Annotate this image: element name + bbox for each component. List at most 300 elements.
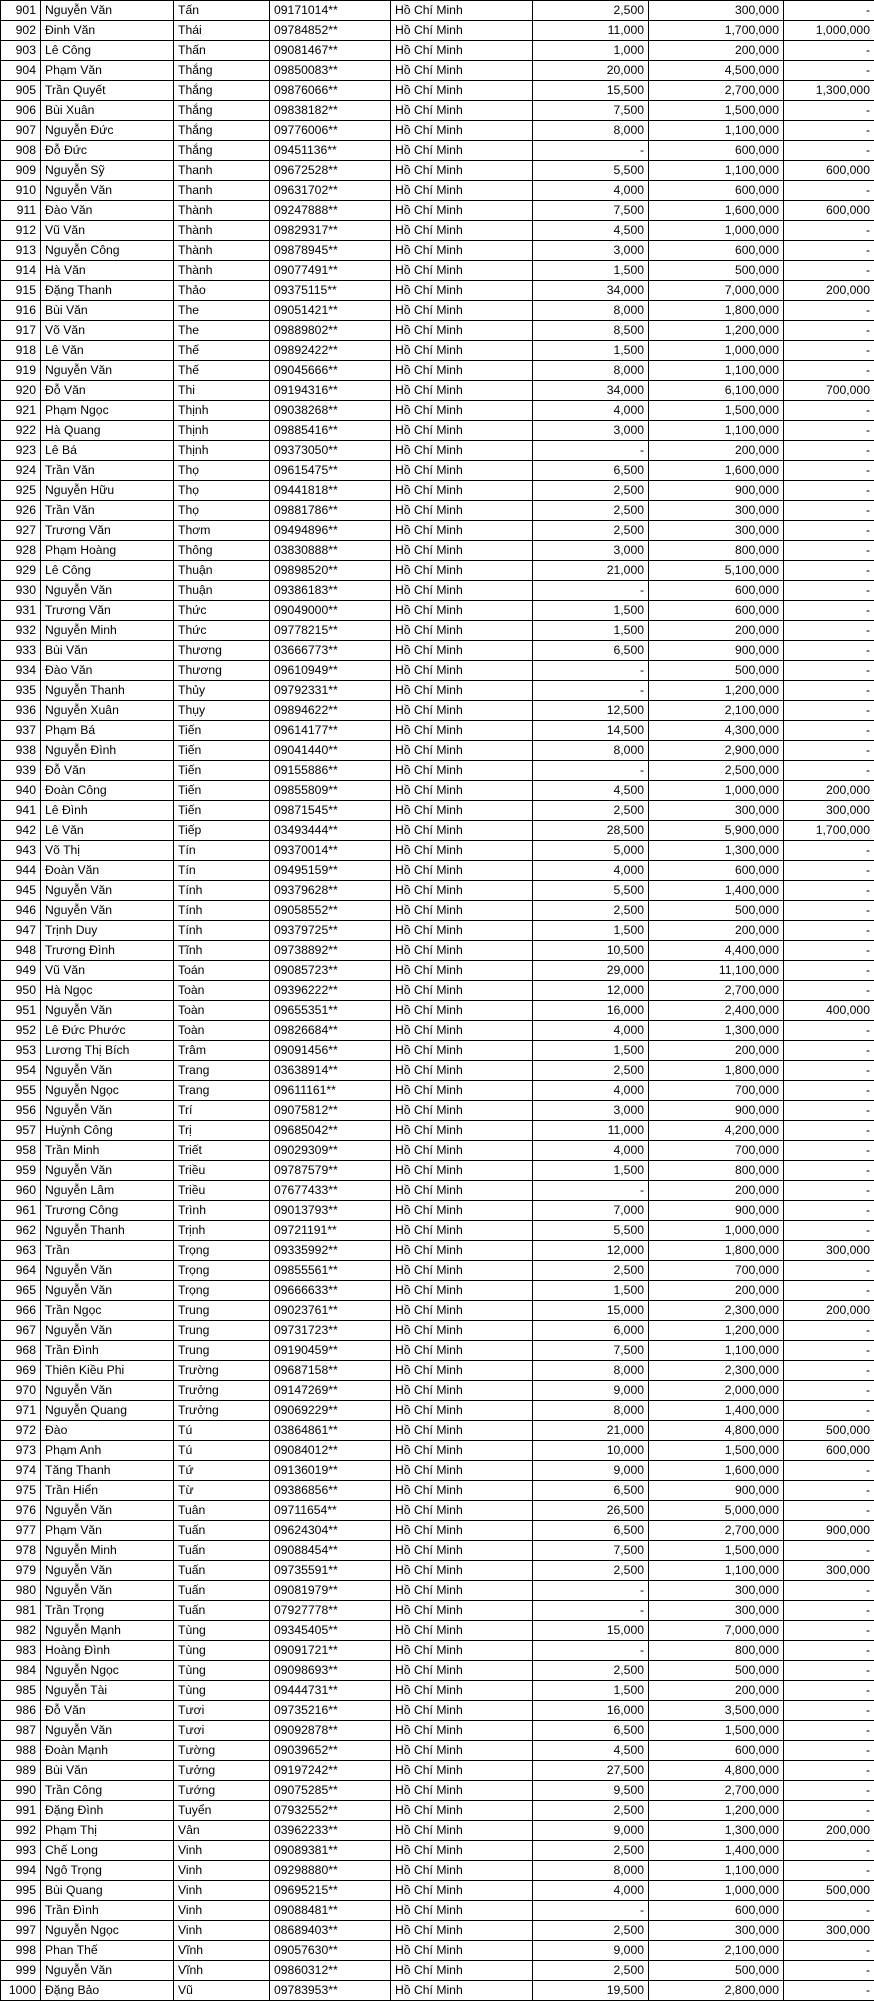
first-name-cell: Tuấn — [174, 1521, 270, 1541]
city-cell: Hồ Chí Minh — [391, 141, 533, 161]
amount-c-cell: - — [784, 981, 874, 1001]
city-cell: Hồ Chí Minh — [391, 101, 533, 121]
amount-b-cell: 200,000 — [649, 1181, 784, 1201]
amount-a-cell: 6,500 — [533, 1721, 649, 1741]
amount-c-cell: - — [784, 1781, 874, 1801]
city-cell: Hồ Chí Minh — [391, 1121, 533, 1141]
table-row — [1, 1561, 874, 1581]
amount-a-cell: - — [533, 1641, 649, 1661]
last-middle-name-cell: Nguyễn Văn — [41, 1721, 174, 1741]
amount-a-cell: - — [533, 761, 649, 781]
amount-c-cell: - — [784, 921, 874, 941]
amount-a-cell: 7,500 — [533, 101, 649, 121]
last-middle-name-cell: Nguyễn Văn — [41, 1381, 174, 1401]
city-cell: Hồ Chí Minh — [391, 981, 533, 1001]
first-name-cell: Thuận — [174, 561, 270, 581]
table-row — [1, 201, 874, 221]
table-row — [1, 1581, 874, 1601]
phone-cell: 09610949** — [270, 661, 391, 681]
first-name-cell: Tùng — [174, 1661, 270, 1681]
city-cell: Hồ Chí Minh — [391, 761, 533, 781]
amount-c-cell: - — [784, 501, 874, 521]
last-middle-name-cell: Lê Công — [41, 41, 174, 61]
phone-cell: 09084012** — [270, 1441, 391, 1461]
last-middle-name-cell: Hoàng Đình — [41, 1641, 174, 1661]
city-cell: Hồ Chí Minh — [391, 421, 533, 441]
last-middle-name-cell: Nguyễn Ngọc — [41, 1081, 174, 1101]
row-number-cell: 990 — [1, 1781, 41, 1801]
amount-a-cell: 4,000 — [533, 401, 649, 421]
first-name-cell: The — [174, 321, 270, 341]
amount-b-cell: 1,400,000 — [649, 1841, 784, 1861]
amount-c-cell: 200,000 — [784, 1301, 874, 1321]
row-number-cell: 997 — [1, 1921, 41, 1941]
amount-c-cell: 500,000 — [784, 1421, 874, 1441]
city-cell: Hồ Chí Minh — [391, 221, 533, 241]
table-row — [1, 1541, 874, 1561]
phone-cell: 09075285** — [270, 1781, 391, 1801]
city-cell: Hồ Chí Minh — [391, 161, 533, 181]
table-row — [1, 1901, 874, 1921]
row-number-cell: 946 — [1, 901, 41, 921]
row-number-cell: 967 — [1, 1321, 41, 1341]
last-middle-name-cell: Phạm Hoàng — [41, 541, 174, 561]
amount-a-cell: 4,000 — [533, 181, 649, 201]
first-name-cell: Thấn — [174, 41, 270, 61]
first-name-cell: Thịnh — [174, 441, 270, 461]
last-middle-name-cell: Nguyễn Văn — [41, 1061, 174, 1081]
city-cell: Hồ Chí Minh — [391, 841, 533, 861]
amount-c-cell: 600,000 — [784, 201, 874, 221]
first-name-cell: Tùng — [174, 1681, 270, 1701]
phone-cell: 09298880** — [270, 1861, 391, 1881]
table-row — [1, 901, 874, 921]
last-middle-name-cell: Phạm Bá — [41, 721, 174, 741]
first-name-cell: Tuấn — [174, 1581, 270, 1601]
amount-b-cell: 6,100,000 — [649, 381, 784, 401]
amount-b-cell: 1,300,000 — [649, 1021, 784, 1041]
city-cell: Hồ Chí Minh — [391, 701, 533, 721]
phone-cell: 09784852** — [270, 21, 391, 41]
city-cell: Hồ Chí Minh — [391, 1281, 533, 1301]
amount-c-cell: - — [784, 701, 874, 721]
phone-cell: 09051421** — [270, 301, 391, 321]
amount-a-cell: 2,500 — [533, 1, 649, 21]
amount-c-cell: - — [784, 1621, 874, 1641]
table-row — [1, 1361, 874, 1381]
amount-b-cell: 200,000 — [649, 921, 784, 941]
first-name-cell: Thanh — [174, 181, 270, 201]
row-number-cell: 962 — [1, 1221, 41, 1241]
city-cell: Hồ Chí Minh — [391, 1381, 533, 1401]
amount-c-cell: 600,000 — [784, 161, 874, 181]
last-middle-name-cell: Nguyễn Văn — [41, 1321, 174, 1341]
last-middle-name-cell: Nguyễn Xuân — [41, 701, 174, 721]
table-row — [1, 621, 874, 641]
first-name-cell: Thế — [174, 361, 270, 381]
row-number-cell: 930 — [1, 581, 41, 601]
first-name-cell: Toàn — [174, 981, 270, 1001]
amount-c-cell: 200,000 — [784, 781, 874, 801]
first-name-cell: Tiến — [174, 741, 270, 761]
row-number-cell: 973 — [1, 1441, 41, 1461]
amount-a-cell: 7,500 — [533, 1341, 649, 1361]
amount-a-cell: 16,000 — [533, 1001, 649, 1021]
last-middle-name-cell: Nguyễn Lâm — [41, 1181, 174, 1201]
first-name-cell: Trường — [174, 1361, 270, 1381]
city-cell: Hồ Chí Minh — [391, 481, 533, 501]
amount-b-cell: 2,300,000 — [649, 1301, 784, 1321]
row-number-cell: 947 — [1, 921, 41, 941]
table-row — [1, 1761, 874, 1781]
phone-cell: 09373050** — [270, 441, 391, 461]
amount-c-cell: - — [784, 1961, 874, 1981]
first-name-cell: Trưởng — [174, 1381, 270, 1401]
amount-c-cell: - — [784, 1541, 874, 1561]
phone-cell: 09494896** — [270, 521, 391, 541]
last-middle-name-cell: Phạm Anh — [41, 1441, 174, 1461]
table-row — [1, 521, 874, 541]
amount-a-cell: - — [533, 1601, 649, 1621]
table-row — [1, 1341, 874, 1361]
phone-cell: 09386856** — [270, 1481, 391, 1501]
row-number-cell: 999 — [1, 1961, 41, 1981]
amount-b-cell: 2,700,000 — [649, 981, 784, 1001]
phone-cell: 09057630** — [270, 1941, 391, 1961]
row-number-cell: 988 — [1, 1741, 41, 1761]
first-name-cell: Thế — [174, 341, 270, 361]
amount-c-cell: - — [784, 521, 874, 541]
amount-c-cell: - — [784, 1801, 874, 1821]
phone-cell: 09247888** — [270, 201, 391, 221]
last-middle-name-cell: Trần Minh — [41, 1141, 174, 1161]
city-cell: Hồ Chí Minh — [391, 1441, 533, 1461]
amount-c-cell: - — [784, 1141, 874, 1161]
city-cell: Hồ Chí Minh — [391, 1721, 533, 1741]
city-cell: Hồ Chí Minh — [391, 1921, 533, 1941]
amount-c-cell: - — [784, 541, 874, 561]
city-cell: Hồ Chí Minh — [391, 1461, 533, 1481]
first-name-cell: Trí — [174, 1101, 270, 1121]
amount-b-cell: 1,100,000 — [649, 421, 784, 441]
first-name-cell: Tấn — [174, 1, 270, 21]
amount-a-cell: 4,500 — [533, 1741, 649, 1761]
amount-c-cell: - — [784, 1741, 874, 1761]
table-row — [1, 661, 874, 681]
amount-c-cell: - — [784, 581, 874, 601]
city-cell: Hồ Chí Minh — [391, 21, 533, 41]
city-cell: Hồ Chí Minh — [391, 301, 533, 321]
first-name-cell: Trọng — [174, 1281, 270, 1301]
amount-a-cell: - — [533, 441, 649, 461]
row-number-cell: 975 — [1, 1481, 41, 1501]
amount-b-cell: 600,000 — [649, 1741, 784, 1761]
amount-c-cell: - — [784, 1661, 874, 1681]
amount-a-cell: 9,000 — [533, 1381, 649, 1401]
phone-cell: 09876066** — [270, 81, 391, 101]
table-row — [1, 741, 874, 761]
row-number-cell: 935 — [1, 681, 41, 701]
amount-c-cell: - — [784, 1061, 874, 1081]
phone-cell: 09039652** — [270, 1741, 391, 1761]
phone-cell: 09778215** — [270, 621, 391, 641]
amount-b-cell: 900,000 — [649, 1481, 784, 1501]
first-name-cell: Tính — [174, 901, 270, 921]
amount-b-cell: 1,400,000 — [649, 1401, 784, 1421]
city-cell: Hồ Chí Minh — [391, 901, 533, 921]
amount-b-cell: 600,000 — [649, 861, 784, 881]
table-row — [1, 1141, 874, 1161]
amount-c-cell: - — [784, 1121, 874, 1141]
last-middle-name-cell: Đỗ Đức — [41, 141, 174, 161]
phone-cell: 03638914** — [270, 1061, 391, 1081]
city-cell: Hồ Chí Minh — [391, 1681, 533, 1701]
amount-c-cell: 900,000 — [784, 1521, 874, 1541]
city-cell: Hồ Chí Minh — [391, 1261, 533, 1281]
table-row — [1, 1521, 874, 1541]
first-name-cell: Vân — [174, 1821, 270, 1841]
amount-b-cell: 11,100,000 — [649, 961, 784, 981]
city-cell: Hồ Chí Minh — [391, 1541, 533, 1561]
amount-a-cell: 3,000 — [533, 421, 649, 441]
phone-cell: 09611161** — [270, 1081, 391, 1101]
phone-cell: 09881786** — [270, 501, 391, 521]
amount-b-cell: 500,000 — [649, 261, 784, 281]
amount-c-cell: - — [784, 261, 874, 281]
amount-b-cell: 1,000,000 — [649, 341, 784, 361]
phone-cell: 09892422** — [270, 341, 391, 361]
city-cell: Hồ Chí Minh — [391, 1901, 533, 1921]
first-name-cell: Tươi — [174, 1701, 270, 1721]
phone-cell: 09045666** — [270, 361, 391, 381]
amount-a-cell: 8,000 — [533, 301, 649, 321]
amount-a-cell: 8,000 — [533, 1361, 649, 1381]
last-middle-name-cell: Nguyễn Minh — [41, 621, 174, 641]
first-name-cell: Trung — [174, 1301, 270, 1321]
last-middle-name-cell: Nguyễn Minh — [41, 1541, 174, 1561]
amount-b-cell: 1,600,000 — [649, 461, 784, 481]
city-cell: Hồ Chí Minh — [391, 1401, 533, 1421]
phone-cell: 09081979** — [270, 1581, 391, 1601]
amount-a-cell: 5,500 — [533, 881, 649, 901]
amount-b-cell: 1,100,000 — [649, 161, 784, 181]
last-middle-name-cell: Hà Ngọc — [41, 981, 174, 1001]
first-name-cell: Tươi — [174, 1721, 270, 1741]
first-name-cell: Vũ — [174, 1981, 270, 2001]
city-cell: Hồ Chí Minh — [391, 881, 533, 901]
city-cell: Hồ Chí Minh — [391, 1321, 533, 1341]
first-name-cell: Thức — [174, 621, 270, 641]
amount-a-cell: 4,000 — [533, 1021, 649, 1041]
table-row — [1, 1501, 874, 1521]
first-name-cell: Thọ — [174, 481, 270, 501]
amount-b-cell: 4,800,000 — [649, 1421, 784, 1441]
row-number-cell: 925 — [1, 481, 41, 501]
phone-cell: 03830888** — [270, 541, 391, 561]
last-middle-name-cell: Nguyễn Mạnh — [41, 1621, 174, 1641]
phone-cell: 03864861** — [270, 1421, 391, 1441]
amount-c-cell: - — [784, 1721, 874, 1741]
first-name-cell: Trọng — [174, 1241, 270, 1261]
amount-c-cell: - — [784, 1361, 874, 1381]
table-row — [1, 421, 874, 441]
city-cell: Hồ Chí Minh — [391, 1021, 533, 1041]
row-number-cell: 970 — [1, 1381, 41, 1401]
amount-a-cell: 4,000 — [533, 861, 649, 881]
amount-b-cell: 5,900,000 — [649, 821, 784, 841]
amount-b-cell: 200,000 — [649, 41, 784, 61]
last-middle-name-cell: Vũ Văn — [41, 961, 174, 981]
last-middle-name-cell: Nguyễn Văn — [41, 1101, 174, 1121]
city-cell: Hồ Chí Minh — [391, 1641, 533, 1661]
first-name-cell: Từ — [174, 1481, 270, 1501]
amount-c-cell: - — [784, 1701, 874, 1721]
amount-c-cell: 300,000 — [784, 801, 874, 821]
amount-c-cell: - — [784, 741, 874, 761]
amount-c-cell: - — [784, 1101, 874, 1121]
first-name-cell: Thịnh — [174, 421, 270, 441]
last-middle-name-cell: Nguyễn Văn — [41, 1, 174, 21]
amount-a-cell: 15,500 — [533, 81, 649, 101]
amount-c-cell: - — [784, 1081, 874, 1101]
amount-b-cell: 500,000 — [649, 661, 784, 681]
city-cell: Hồ Chí Minh — [391, 661, 533, 681]
city-cell: Hồ Chí Minh — [391, 821, 533, 841]
table-row — [1, 161, 874, 181]
table-row — [1, 501, 874, 521]
first-name-cell: Tín — [174, 841, 270, 861]
phone-cell: 07677433** — [270, 1181, 391, 1201]
phone-cell: 07932552** — [270, 1801, 391, 1821]
phone-cell: 09345405** — [270, 1621, 391, 1641]
last-middle-name-cell: Trần Ngọc — [41, 1301, 174, 1321]
amount-b-cell: 300,000 — [649, 801, 784, 821]
amount-a-cell: 2,500 — [533, 1661, 649, 1681]
last-middle-name-cell: Nguyễn Văn — [41, 181, 174, 201]
phone-cell: 09614177** — [270, 721, 391, 741]
row-number-cell: 915 — [1, 281, 41, 301]
amount-c-cell: - — [784, 601, 874, 621]
phone-cell: 09089381** — [270, 1841, 391, 1861]
amount-c-cell: - — [784, 241, 874, 261]
phone-cell: 09738892** — [270, 941, 391, 961]
first-name-cell: Vinh — [174, 1921, 270, 1941]
phone-cell: 09441818** — [270, 481, 391, 501]
row-number-cell: 907 — [1, 121, 41, 141]
table-row — [1, 1461, 874, 1481]
first-name-cell: Thịnh — [174, 401, 270, 421]
amount-b-cell: 500,000 — [649, 901, 784, 921]
first-name-cell: Thuận — [174, 581, 270, 601]
amount-b-cell: 1,500,000 — [649, 401, 784, 421]
row-number-cell: 941 — [1, 801, 41, 821]
last-middle-name-cell: Trương Văn — [41, 521, 174, 541]
row-number-cell: 926 — [1, 501, 41, 521]
amount-c-cell: 200,000 — [784, 1821, 874, 1841]
amount-b-cell: 200,000 — [649, 1681, 784, 1701]
row-number-cell: 932 — [1, 621, 41, 641]
phone-cell: 09495159** — [270, 861, 391, 881]
amount-a-cell: 10,000 — [533, 1441, 649, 1461]
amount-a-cell: 34,000 — [533, 281, 649, 301]
row-number-cell: 957 — [1, 1121, 41, 1141]
city-cell: Hồ Chí Minh — [391, 1161, 533, 1181]
first-name-cell: Thắng — [174, 141, 270, 161]
amount-b-cell: 700,000 — [649, 1261, 784, 1281]
amount-b-cell: 1,600,000 — [649, 1461, 784, 1481]
last-middle-name-cell: Bùi Văn — [41, 301, 174, 321]
city-cell: Hồ Chí Minh — [391, 1701, 533, 1721]
city-cell: Hồ Chí Minh — [391, 1101, 533, 1121]
city-cell: Hồ Chí Minh — [391, 1941, 533, 1961]
last-middle-name-cell: Nguyễn Ngọc — [41, 1661, 174, 1681]
phone-cell: 09088481** — [270, 1901, 391, 1921]
last-middle-name-cell: Đặng Bảo — [41, 1981, 174, 2001]
amount-c-cell: 600,000 — [784, 1441, 874, 1461]
last-middle-name-cell: Nguyễn Hữu — [41, 481, 174, 501]
amount-a-cell: 10,500 — [533, 941, 649, 961]
city-cell: Hồ Chí Minh — [391, 1361, 533, 1381]
amount-b-cell: 1,100,000 — [649, 361, 784, 381]
amount-b-cell: 300,000 — [649, 1921, 784, 1941]
last-middle-name-cell: Nguyễn Văn — [41, 361, 174, 381]
table-row — [1, 781, 874, 801]
first-name-cell: Thanh — [174, 161, 270, 181]
first-name-cell: Tướng — [174, 1781, 270, 1801]
amount-b-cell: 1,300,000 — [649, 1821, 784, 1841]
amount-a-cell: 14,500 — [533, 721, 649, 741]
amount-c-cell: - — [784, 1, 874, 21]
last-middle-name-cell: Nguyễn Tài — [41, 1681, 174, 1701]
phone-cell: 09085723** — [270, 961, 391, 981]
last-middle-name-cell: Nguyễn Văn — [41, 1281, 174, 1301]
first-name-cell: Tiến — [174, 721, 270, 741]
phone-cell: 09091456** — [270, 1041, 391, 1061]
amount-b-cell: 2,500,000 — [649, 761, 784, 781]
phone-cell: 09029309** — [270, 1141, 391, 1161]
first-name-cell: Thành — [174, 241, 270, 261]
table-row — [1, 61, 874, 81]
first-name-cell: Tuấn — [174, 1561, 270, 1581]
first-name-cell: Thọ — [174, 461, 270, 481]
last-middle-name-cell: Nguyễn Văn — [41, 1161, 174, 1181]
table-row — [1, 1221, 874, 1241]
phone-cell: 09058552** — [270, 901, 391, 921]
first-name-cell: Tứ — [174, 1461, 270, 1481]
amount-c-cell: - — [784, 1601, 874, 1621]
phone-cell: 09860312** — [270, 1961, 391, 1981]
first-name-cell: Tuấn — [174, 1541, 270, 1561]
amount-b-cell: 2,700,000 — [649, 81, 784, 101]
amount-b-cell: 200,000 — [649, 621, 784, 641]
amount-b-cell: 7,000,000 — [649, 281, 784, 301]
table-row — [1, 841, 874, 861]
phone-cell: 09194316** — [270, 381, 391, 401]
table-row — [1, 1661, 874, 1681]
table-row — [1, 981, 874, 1001]
first-name-cell: Tùng — [174, 1641, 270, 1661]
table-row — [1, 321, 874, 341]
amount-c-cell: - — [784, 1221, 874, 1241]
phone-cell: 09672528** — [270, 161, 391, 181]
row-number-cell: 992 — [1, 1821, 41, 1841]
amount-b-cell: 300,000 — [649, 1, 784, 21]
amount-a-cell: 11,000 — [533, 21, 649, 41]
amount-b-cell: 1,700,000 — [649, 21, 784, 41]
city-cell: Hồ Chí Minh — [391, 241, 533, 261]
city-cell: Hồ Chí Minh — [391, 681, 533, 701]
first-name-cell: Toán — [174, 961, 270, 981]
